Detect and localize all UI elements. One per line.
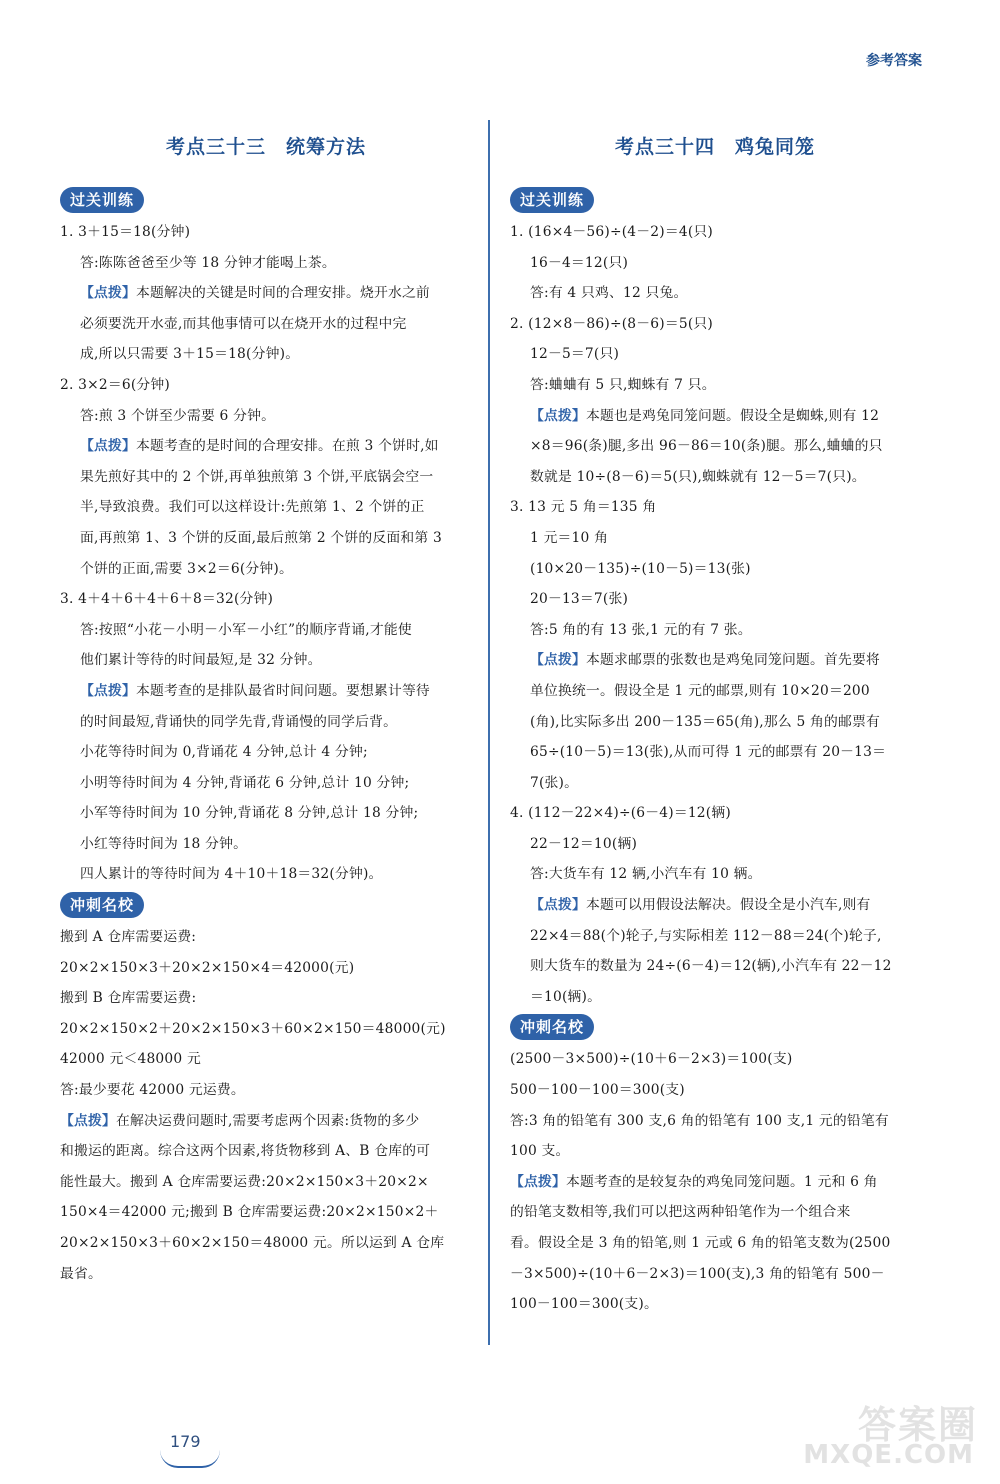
right-answers-list: [510, 217, 920, 1012]
line-text: 本题考查的是排队最省时间问题。要想累计等待: [136, 682, 430, 699]
header-label: 参考答案: [866, 53, 922, 69]
text-line: [60, 339, 472, 370]
line-text: 则大货车的数量为 24÷(6－4)＝12(辆),小汽车有 22－12: [530, 958, 892, 975]
line-text: 本题可以用假设法解决。假设全是小汽车,则有: [586, 897, 871, 914]
line-text: 1. 3＋15＝18(分钟): [60, 224, 191, 240]
line-text: 个饼的正面,需要 3×2＝6(分钟)。: [80, 560, 293, 577]
left-column: [60, 128, 472, 1289]
line-text: 7(张)。: [530, 774, 579, 791]
hint-tag: 【点拨】: [510, 1173, 566, 1190]
line-text: 答:煎 3 个饼至少需要 6 分钟。: [80, 407, 276, 424]
line-text: 搬到 B 仓库需要运费:: [60, 990, 197, 1007]
line-text: 20×2×150×3＋60×2×150＝48000 元。所以运到 A 仓库: [60, 1235, 445, 1251]
text-line: [510, 554, 920, 585]
text-line: [510, 278, 920, 309]
hint-tag: 【点拨】: [80, 285, 136, 302]
text-line: [510, 584, 920, 615]
line-text: 的铅笔支数相等,我们可以把这两种铅笔作为一个组合来: [510, 1204, 851, 1221]
text-line: [60, 737, 472, 768]
line-text: 成,所以只需要 3＋15＝18(分钟)。: [80, 346, 300, 363]
text-line: [510, 492, 920, 523]
text-line: [60, 1106, 472, 1137]
text-line: [60, 983, 472, 1014]
text-line: [510, 829, 920, 860]
line-text: 2. (12×8－86)÷(8－6)＝5(只): [510, 315, 713, 332]
text-line: [510, 431, 920, 462]
text-line: [510, 982, 920, 1013]
text-line: [60, 922, 472, 953]
text-line: [60, 248, 472, 279]
text-line: [60, 615, 472, 646]
text-line: [510, 370, 920, 401]
text-line: [510, 339, 920, 370]
hint-tag: 【点拨】: [80, 682, 136, 699]
text-line: [510, 1075, 920, 1106]
text-line: [60, 645, 472, 676]
line-text: (角),比实际多出 200－135＝65(角),那么 5 角的邮票有: [530, 713, 881, 730]
line-text: 四人累计的等待时间为 4＋10＋18＝32(分钟)。: [80, 866, 383, 883]
column-divider: [488, 120, 490, 1345]
watermark-url: MXQE.COM: [803, 1440, 974, 1470]
text-line: [60, 859, 472, 890]
left-answers-list: [60, 217, 472, 890]
text-line: [60, 1136, 472, 1167]
text-line: [510, 1106, 920, 1137]
text-line: [60, 1228, 472, 1259]
line-text: 的时间最短,背诵快的同学先背,背诵慢的同学后背。: [80, 713, 398, 730]
text-line: [60, 370, 472, 401]
line-text: 100 支。: [510, 1143, 570, 1160]
text-line: [60, 829, 472, 860]
text-line: [60, 401, 472, 432]
line-text: 16－4＝12(只): [530, 254, 629, 271]
line-text: 150×4＝42000 元;搬到 B 仓库需要运费:20×2×150×2＋: [60, 1204, 439, 1221]
line-text: 小明等待时间为 4 分钟,背诵花 6 分钟,总计 10 分钟;: [80, 774, 410, 791]
line-text: 小军等待时间为 10 分钟,背诵花 8 分钟,总计 18 分钟;: [80, 805, 419, 822]
text-line: [60, 1014, 472, 1045]
line-text: 本题也是鸡兔同笼问题。假设全是蜘蛛,则有 12: [586, 407, 880, 424]
badge-chongci-right: 冲刺名校: [510, 1014, 594, 1040]
text-line: [60, 676, 472, 707]
line-text: 答:按照“小花－小明－小军－小红”的顺序背诵,才能使: [80, 621, 412, 638]
text-line: [510, 737, 920, 768]
text-line: [60, 1167, 472, 1198]
text-line: [510, 1044, 920, 1075]
line-text: 和搬运的距离。综合这两个因素,将货物移到 A、B 仓库的可: [60, 1143, 431, 1160]
text-line: [60, 278, 472, 309]
line-text: 12－5＝7(只): [530, 346, 620, 363]
text-line: [510, 890, 920, 921]
line-text: (2500－3×500)÷(10＋6－2×3)＝100(支): [510, 1051, 793, 1068]
line-text: 3. 13 元 5 角＝135 角: [510, 499, 657, 516]
text-line: [510, 645, 920, 676]
line-text: 面,再煎第 1、3 个饼的反面,最后煎第 2 个饼的反面和第 3: [80, 529, 442, 546]
text-line: [510, 859, 920, 890]
line-text: 1 元＝10 角: [530, 529, 609, 546]
text-line: [60, 554, 472, 585]
text-line: [60, 309, 472, 340]
line-text: 本题解决的关键是时间的合理安排。烧开水之前: [136, 285, 430, 302]
text-line: [60, 431, 472, 462]
text-line: [510, 921, 920, 952]
line-text: 在解决运费问题时,需要考虑两个因素:货物的多少: [116, 1112, 420, 1129]
page-number-ornament: [160, 1450, 220, 1468]
line-text: 20－13＝7(张): [530, 591, 629, 608]
line-text: 小红等待时间为 18 分钟。: [80, 835, 248, 852]
line-text: 2. 3×2＝6(分钟): [60, 376, 170, 393]
line-text: 最省。: [60, 1265, 102, 1282]
line-text: 答:大货车有 12 辆,小汽车有 10 辆。: [530, 866, 762, 883]
text-line: [510, 1289, 920, 1320]
text-line: [510, 798, 920, 829]
line-text: 本题考查的是较复杂的鸡兔同笼问题。1 元和 6 角: [566, 1173, 878, 1190]
text-line: [510, 1228, 920, 1259]
text-line: [510, 401, 920, 432]
text-line: [510, 1259, 920, 1290]
text-line: [510, 951, 920, 982]
page-number: 179: [170, 1432, 201, 1451]
text-line: [60, 1075, 472, 1106]
line-text: 答:有 4 只鸡、12 只兔。: [530, 285, 688, 302]
text-line: [60, 768, 472, 799]
line-text: 答:蛐蛐有 5 只,蜘蛛有 7 只。: [530, 376, 716, 393]
line-text: 搬到 A 仓库需要运费:: [60, 929, 197, 946]
left-challenge-list: [60, 922, 472, 1289]
text-line: [60, 462, 472, 493]
hint-tag: 【点拨】: [80, 438, 136, 455]
line-text: 答:陈陈爸爸至少等 18 分钟才能喝上茶。: [80, 254, 336, 271]
line-text: ×8＝96(条)腿,多出 96－86＝10(条)腿。那么,蛐蛐的只: [530, 438, 883, 455]
hint-tag: 【点拨】: [530, 897, 586, 914]
text-line: [510, 615, 920, 646]
text-line: [510, 768, 920, 799]
line-text: 小花等待时间为 0,背诵花 4 分钟,总计 4 分钟;: [80, 744, 368, 761]
text-line: [510, 523, 920, 554]
text-line: [60, 217, 472, 248]
badge-chongci-left: 冲刺名校: [60, 892, 144, 918]
text-line: [510, 309, 920, 340]
line-text: 22－12＝10(辆): [530, 835, 638, 852]
line-text: 答:3 角的铅笔有 300 支,6 角的铅笔有 100 支,1 元的铅笔有: [510, 1112, 889, 1129]
hint-tag: 【点拨】: [530, 652, 586, 669]
line-text: 100－100＝300(支)。: [510, 1296, 658, 1313]
right-column: [510, 128, 920, 1320]
line-text: 半,导致浪费。我们可以这样设计:先煎第 1、2 个饼的正: [80, 499, 425, 516]
line-text: 答:5 角的有 13 张,1 元的有 7 张。: [530, 621, 752, 638]
line-text: (10×20－135)÷(10－5)＝13(张): [530, 560, 751, 577]
text-line: [510, 676, 920, 707]
line-text: 20×2×150×3＋20×2×150×4＝42000(元): [60, 959, 355, 976]
line-text: 4. (112－22×4)÷(6－4)＝12(辆): [510, 805, 731, 822]
text-line: [60, 1044, 472, 1075]
line-text: 1. (16×4－56)÷(4－2)＝4(只): [510, 224, 713, 240]
line-text: 答:最少要花 42000 元运费。: [60, 1082, 245, 1099]
hint-tag: 【点拨】: [60, 1112, 116, 1129]
text-line: [60, 523, 472, 554]
text-line: [60, 798, 472, 829]
text-line: [510, 217, 920, 248]
text-line: [510, 248, 920, 279]
line-text: 单位换统一。假设全是 1 元的邮票,则有 10×20＝200: [530, 682, 870, 699]
line-text: －3×500)÷(10＋6－2×3)＝100(支),3 角的铅笔有 500－: [510, 1265, 885, 1282]
line-text: 必须要洗开水壶,而其他事情可以在烧开水的过程中完: [80, 315, 407, 332]
hint-tag: 【点拨】: [530, 407, 586, 424]
line-text: 3. 4＋4＋6＋4＋6＋8＝32(分钟): [60, 591, 274, 608]
text-line: [60, 1197, 472, 1228]
text-line: [510, 1136, 920, 1167]
line-text: 本题考查的是时间的合理安排。在煎 3 个饼时,如: [136, 438, 439, 455]
line-text: 20×2×150×2＋20×2×150×3＋60×2×150＝48000(元): [60, 1020, 446, 1037]
line-text: 65÷(10－5)＝13(张),从而可得 1 元的邮票有 20－13＝: [530, 744, 887, 761]
text-line: [60, 1259, 472, 1290]
text-line: [510, 1197, 920, 1228]
section-title-33: 考点三十三 统筹方法: [165, 136, 366, 158]
text-line: [60, 707, 472, 738]
text-line: [60, 492, 472, 523]
badge-guoguan-left: 过关训练: [60, 187, 144, 213]
line-text: 数就是 10÷(8－6)＝5(只),蜘蛛就有 12－5＝7(只)。: [530, 468, 866, 485]
line-text: 本题求邮票的张数也是鸡兔同笼问题。首先要将: [586, 652, 880, 669]
line-text: ＝10(辆)。: [530, 988, 602, 1005]
line-text: 500－100－100＝300(支): [510, 1082, 685, 1099]
badge-guoguan-right: 过关训练: [510, 187, 594, 213]
line-text: 能性最大。搬到 A 仓库需要运费:20×2×150×3＋20×2×: [60, 1173, 429, 1190]
line-text: 看。假设全是 3 角的铅笔,则 1 元或 6 角的铅笔支数为(2500: [510, 1235, 891, 1251]
line-text: 42000 元＜48000 元: [60, 1051, 201, 1068]
line-text: 他们累计等待的时间最短,是 32 分钟。: [80, 652, 322, 669]
text-line: [510, 462, 920, 493]
text-line: [510, 707, 920, 738]
text-line: [60, 953, 472, 984]
text-line: [510, 1167, 920, 1198]
line-text: 果先煎好其中的 2 个饼,再单独煎第 3 个饼,平底锅会空一: [80, 468, 434, 485]
right-challenge-list: [510, 1044, 920, 1319]
watermark-logo: 答案圈: [857, 1403, 978, 1447]
text-line: [60, 584, 472, 615]
section-title-34: 考点三十四 鸡兔同笼: [614, 136, 815, 158]
line-text: 22×4＝88(个)轮子,与实际相差 112－88＝24(个)轮子,: [530, 927, 882, 944]
